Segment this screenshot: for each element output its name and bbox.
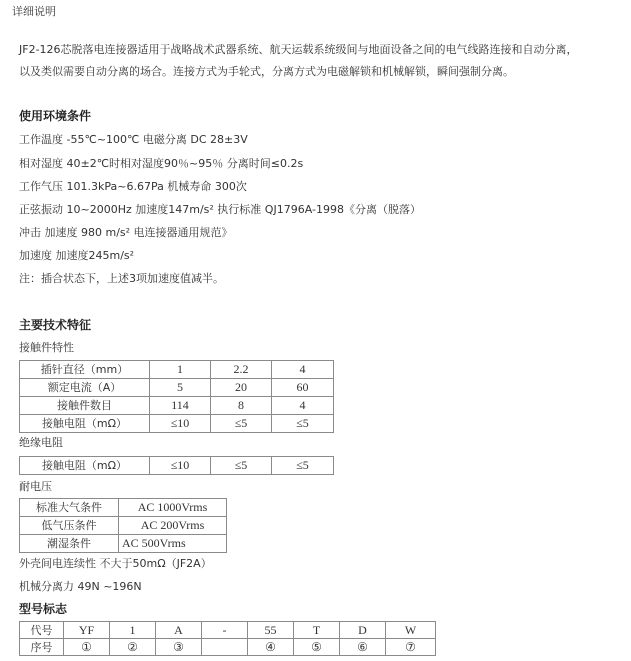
table-cell: ① (64, 639, 110, 656)
separation-force: 机械分离力 49N ~196N (19, 580, 142, 593)
table-row (20, 397, 334, 415)
table-cell: ⑦ (386, 639, 436, 656)
table-cell: 1 (110, 622, 156, 639)
table-cell: AC 1000Vrms (119, 499, 227, 517)
table-cell: D (340, 622, 386, 639)
table-cell: ⑥ (340, 639, 386, 656)
environment-title: 使用环境条件 (19, 109, 92, 123)
table-cell (202, 639, 248, 656)
table-cell: W (386, 622, 436, 639)
table-cell: ≤10 (150, 457, 211, 475)
env-line: 正弦振动 10~2000Hz 加速度147m/s² 执行标准 QJ1796A-1998《分离（脱落） (19, 203, 421, 216)
table-cell: ③ (156, 639, 202, 656)
table-cell: 2.2 (211, 361, 272, 379)
env-line: 冲击 加速度 980 m/s² 电连接器通用规范》 (19, 226, 233, 239)
voltage-table (19, 498, 227, 553)
table-cell: A (156, 622, 202, 639)
table-cell: 60 (272, 379, 334, 397)
contacts-subtitle: 接触件特性 (19, 341, 74, 354)
table-row (20, 499, 227, 517)
table-cell: ⑤ (294, 639, 340, 656)
table-cell: ≤5 (211, 415, 272, 433)
env-line: 加速度 加速度245m/s² (19, 249, 135, 262)
table-cell: ② (110, 639, 156, 656)
table-cell: YF (64, 622, 110, 639)
table-cell: ≤5 (272, 415, 334, 433)
page-title: 详细说明 (12, 5, 56, 18)
table-cell: 4 (272, 397, 334, 415)
env-line: 工作温度 -55℃~100℃ 电磁分离 DC 28±3V (19, 133, 248, 146)
features-title: 主要技术特征 (19, 318, 92, 332)
table-cell: 标准大气条件 (20, 499, 119, 517)
intro-line-2: 以及类似需要自动分离的场合。连接方式为手轮式，分离方式为电磁解锁和机械解锁，瞬间强制分离。 (19, 65, 514, 78)
table-cell: 低气压条件 (20, 517, 119, 535)
model-title: 型号标志 (19, 602, 68, 616)
table-row (20, 379, 334, 397)
table-cell: 20 (211, 379, 272, 397)
table-cell: - (202, 622, 248, 639)
table-cell: 8 (211, 397, 272, 415)
table-cell: 5 (150, 379, 211, 397)
table-cell: 序号 (20, 639, 64, 656)
table-cell: ④ (248, 639, 294, 656)
table-cell: 4 (272, 361, 334, 379)
model-table (19, 621, 436, 656)
shell-continuity: 外壳间电连续性 不大于50mΩ（JF2A） (19, 557, 212, 570)
table-row (20, 622, 436, 639)
table-row (20, 535, 227, 553)
table-cell: 接触电阻（mΩ） (20, 415, 150, 433)
voltage-subtitle: 耐电压 (19, 480, 52, 493)
env-line: 相对湿度 40±2℃时相对湿度90％~95％ 分离时间≤0.2s (19, 157, 304, 170)
table-cell: 额定电流（A） (20, 379, 150, 397)
table-cell: 代号 (20, 622, 64, 639)
table-row (20, 639, 436, 656)
table-cell: ≤10 (150, 415, 211, 433)
table-cell: T (294, 622, 340, 639)
table-cell: ≤5 (272, 457, 334, 475)
contacts-table (19, 360, 334, 433)
insulation-subtitle: 绝缘电阻 (19, 436, 63, 449)
table-cell: 1 (150, 361, 211, 379)
table-cell: 接触电阻（mΩ） (20, 457, 150, 475)
table-cell: 114 (150, 397, 211, 415)
table-cell: 插针直径（mm） (20, 361, 150, 379)
table-cell: ≤5 (211, 457, 272, 475)
table-row (20, 517, 227, 535)
table-row (20, 361, 334, 379)
table-row (20, 415, 334, 433)
intro-line-1: JF2-126芯脱落电连接器适用于战略战术武器系统、航天运载系统级间与地面设备之间的电气线路连接和自动分离， (19, 43, 578, 56)
table-cell: AC 500Vrms (119, 535, 227, 553)
table-cell: 55 (248, 622, 294, 639)
table-cell: AC 200Vrms (119, 517, 227, 535)
table-cell: 接触件数目 (20, 397, 150, 415)
insulation-table (19, 456, 334, 475)
table-row (20, 457, 334, 475)
table-cell: 潮湿条件 (20, 535, 119, 553)
env-line: 工作气压 101.3kPa~6.67Pa 机械寿命 300次 (19, 180, 247, 193)
env-note: 注：插合状态下，上述3项加速度值减半。 (19, 272, 224, 285)
